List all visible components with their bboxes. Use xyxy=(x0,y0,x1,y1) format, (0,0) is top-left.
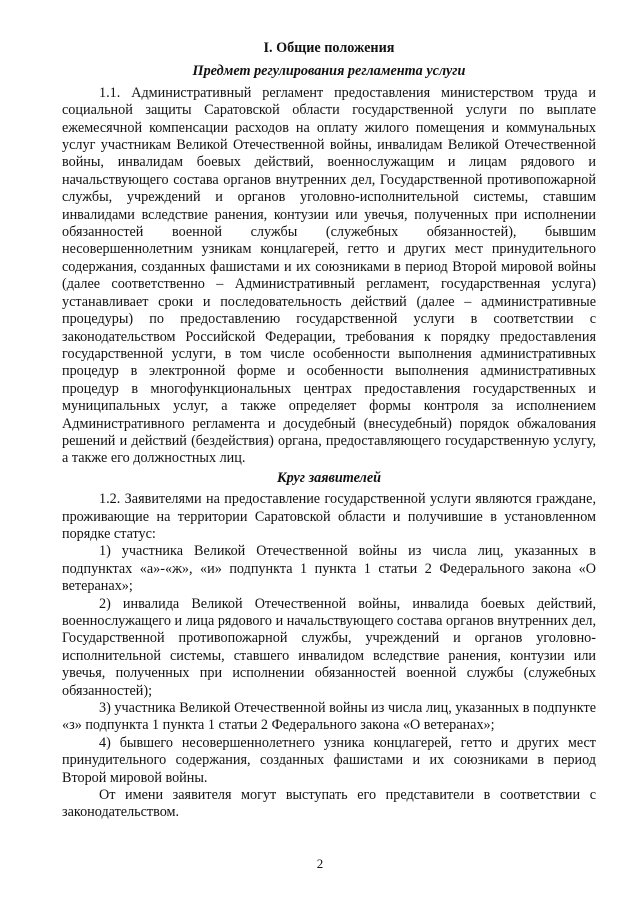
list-item-3: 3) участника Великой Отечественной войны из числа лиц, указанных в подпункте «з» подпункта 1 пункта 1 статьи 2 Федерального закона «О ветеранах»; xyxy=(62,700,596,734)
list-item-4: 4) бывшего несовершеннолетнего узника концлагерей, гетто и других мест принудительного содержания, созданных фашистами и их союзниками в период Второй мировой войны. xyxy=(62,734,596,786)
representatives-paragraph: От имени заявителя могут выступать его представители в соответствии с законодательством. xyxy=(62,787,596,821)
section-title: I. Общие положения xyxy=(263,40,395,56)
list-item-1: 1) участника Великой Отечественной войны из числа лиц, указанных в подпунктах «а»-«ж», «и» подпункта 1 пункта 1 статьи 2 Федерального закона «О ветеранах»; xyxy=(62,543,596,595)
list-item-2: 2) инвалида Великой Отечественной войны, инвалида боевых действий, военнослужащего и лица рядового и начальствующего состава органов внутренних дел, Государственной противопожарной службы, учреждений и органов уголовно-исполнительной системы, ставшего инвалидом вследствие ранения, контузии или увечья, полученных при исполнении обязанностей военной службы (служебных обязанностей); xyxy=(62,595,596,699)
paragraph-1-1: 1.1. Административный регламент предоставления министерством труда и социальной защиты Саратовской области государственной услуги по выплате ежемесячной компенсации расходов на оплату жилого помещения и коммунальных услуг участникам Великой Отечественной войны, инвалидам Великой Отечественной войны, инвалидам боевых действий, военнослужащим и лицам рядового и начальствующего состава органов внутренних дел, Государственной противопожарной службы, учреждений и органов уголовно-исполнительной системы, ставшим инвалидами вследствие ранения, контузии или увечья, полученных при исполнении обязанностей военной службы (служебных обязанностей), бывшим несовершеннолетним узникам концлагерей, гетто и других мест принудительного содержания, созданных фашистами и их союзниками в период Второй мировой войны (далее соответственно – Административный регламент, государственная услуга) устанавливает сроки и последовательность действий (далее – административные процедуры) по предоставлению государственной услуги в соответствии с законодательством Российской Федерации, требования к порядку предоставления государственной услуги, в том числе особенности выполнения административных процедур в электронной форме и особенности выполнения административных процедур в многофункциональных центрах предоставления государственных и муниципальных услуг, а также определяет формы контроля за исполнением Административного регламента и досудебный (внесудебный) порядок обжалования решений и действий (бездействия) органа, предоставляющего государственную услугу, а также его должностных лиц. xyxy=(62,84,596,467)
document-page xyxy=(62,40,596,822)
subsection-heading-subject: Предмет регулирования регламента услуги xyxy=(192,63,466,80)
page-number: 2 xyxy=(316,856,324,871)
paragraph-1-2: 1.2. Заявителями на предоставление государственной услуги являются граждане, проживающие на территории Саратовской области и получившие в установленном порядке статус: xyxy=(62,491,596,542)
subsection-heading-applicants: Круг заявителей xyxy=(276,469,382,486)
